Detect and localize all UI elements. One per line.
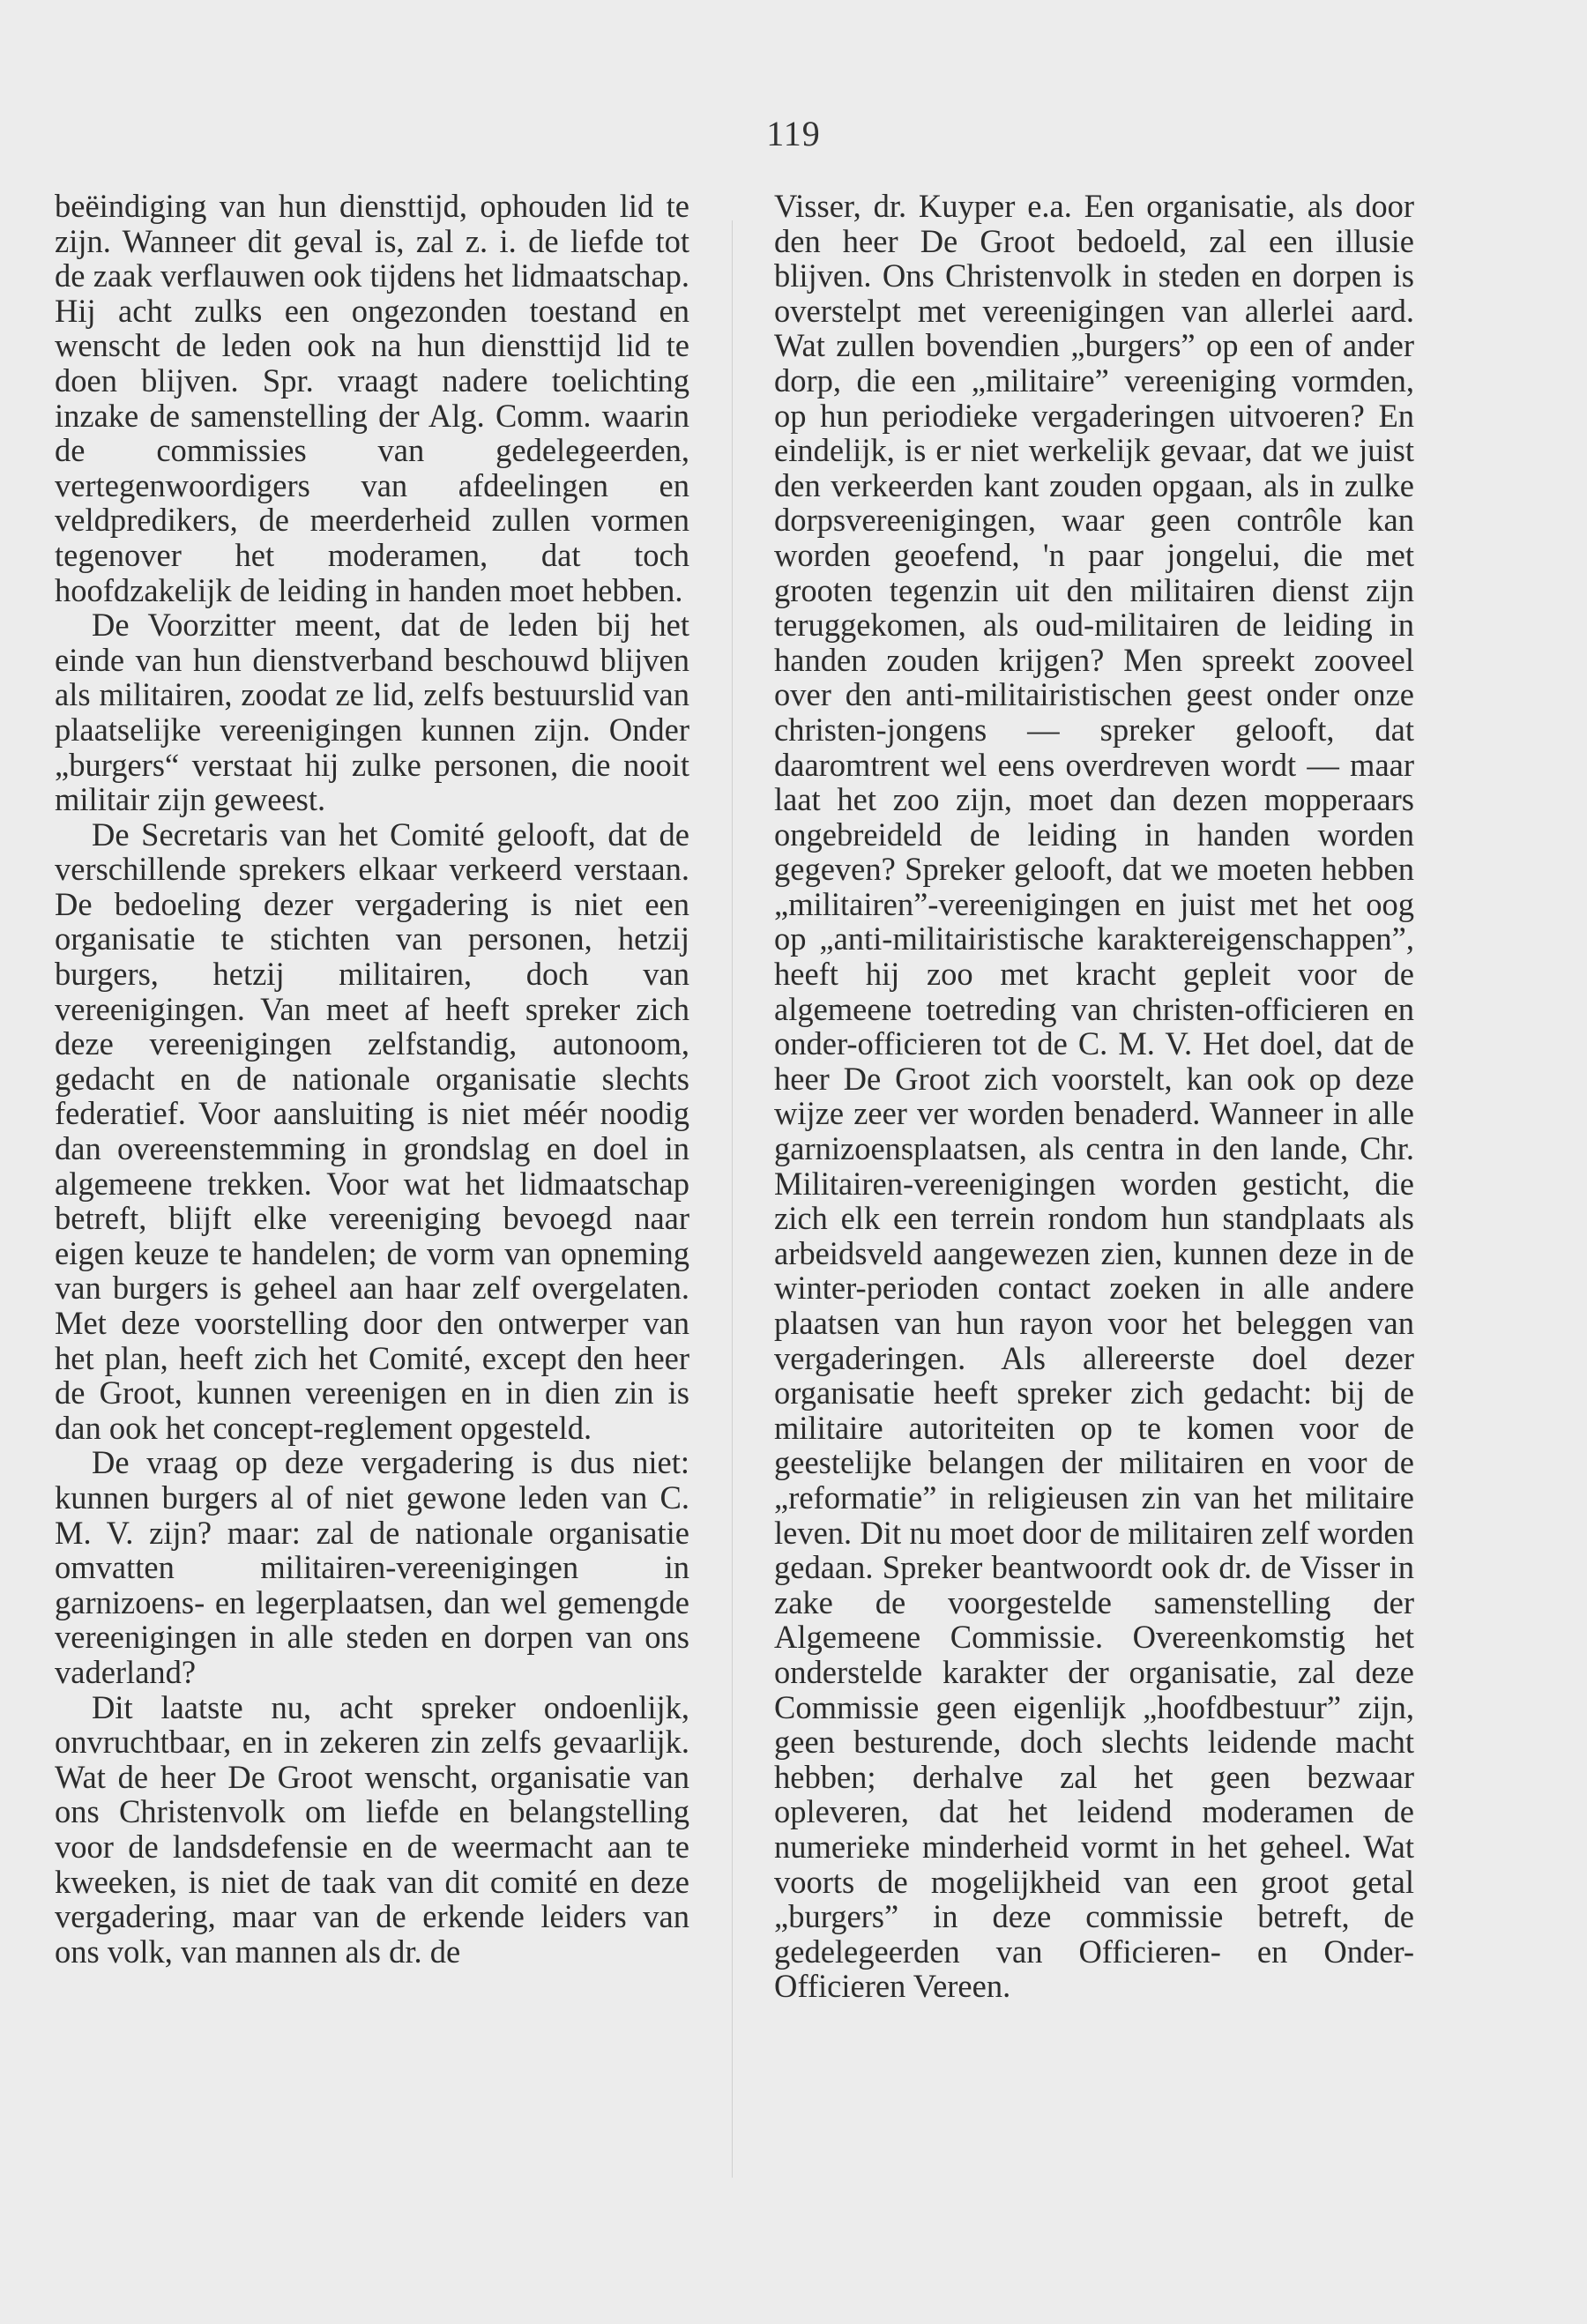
paragraph: beëindiging van hun diensttijd, ophouden lid te zijn. Wanneer dit geval is, zal z. i. de liefde tot de zaak verflauwen ook tijdens het lidmaatschap. Hij acht zulks een ongezonden toestand en wenscht de leden ook na hun diensttijd lid te doen blijven. Spr. vraagt nadere toelichting inzake de samenstelling der Alg. Comm. waarin de commissies van gedelegeerden, vertegenwoordigers van afdeelingen en veldpredikers, de meerderheid zullen vormen tegenover het moderamen, dat toch hoofdzakelijk de leiding in handen moet hebben.: [55, 188, 689, 608]
paragraph: De Voorzitter meent, dat de leden bij het einde van hun dienstverband beschouwd blijven als militairen, zoodat ze lid, zelfs bestuurslid van plaatselijke vereenigingen kunnen zijn. Onder „burgers“ verstaat hij zulke personen, die nooit militair zijn geweest.: [55, 607, 689, 818]
paragraph: De Secretaris van het Comité gelooft, dat de verschillende sprekers elkaar verkeerd verstaan. De bedoeling dezer vergadering is niet een organisatie te stichten van personen, hetzij burgers, hetzij militairen, doch van vereenigingen. Van meet af heeft spreker zich deze vereenigingen zelfstandig, autonoom, gedacht en de nationale organisatie slechts federatief. Voor aansluiting is niet méér noodig dan overeenstemming in grondslag en doel in algemeene trekken. Voor wat het lidmaatschap betreft, blijft elke vereeniging bevoegd naar eigen keuze te handelen; de vorm van opneming van burgers is geheel aan haar zelf overgelaten. Met deze voorstelling door den ontwerper van het plan, heeft zich het Comité, except den heer de Groot, kunnen vereenigen en in dien zin is dan ook het concept-reglement opgesteld.: [55, 816, 689, 1446]
page-number: 119: [766, 114, 821, 153]
right-column: [774, 189, 1414, 2004]
left-column: [55, 189, 689, 1969]
paragraph: De vraag op deze vergadering is dus niet: kunnen burgers al of niet gewone leden van C. M. V. zijn? maar: zal de nationale organisatie omvatten militairen-vereenigingen in garnizoens- en legerplaatsen, dan wel gemengde vereenigingen in alle steden en dorpen van ons vaderland?: [55, 1444, 689, 1690]
column-divider: [732, 220, 733, 2178]
paragraph: Dit laatste nu, acht spreker ondoenlijk, onvruchtbaar, en in zekeren zin zelfs gevaarlijk. Wat de heer De Groot wenscht, organisatie van ons Christenvolk om liefde en belangstelling voor de landsdefensie en de weermacht aan te kweeken, is niet de taak van dit comité en deze vergadering, maar van de erkende leiders van ons volk, van mannen als dr. de: [55, 1688, 689, 1970]
paragraph: Visser, dr. Kuyper e.a. Een organisatie, als door den heer De Groot bedoeld, zal een illusie blijven. Ons Christenvolk in steden en dorpen is overstelpt met vereenigingen van allerlei aard. Wat zullen bovendien „burgers” op een of ander dorp, die een „militaire” vereeniging vormden, op hun periodieke vergaderingen uitvoeren? En eindelijk, is er niet werkelijk gevaar, dat we juist den verkeerden kant zouden opgaan, als in zulke dorpsvereenigingen, waar geen contrôle kan worden geoefend, 'n paar jongelui, die met grooten tegenzin uit den militairen dienst zijn teruggekomen, als oud-militairen de leiding in handen zouden krijgen? Men spreekt zooveel over den anti-militairistischen geest onder onze christen-jongens — spreker gelooft, dat daaromtrent wel eens overdreven wordt — maar laat het zoo zijn, moet dan dezen mopperaars ongebreideld de leiding in handen worden gegeven? Spreker gelooft, dat we moeten hebben „militairen”-vereenigingen en juist met het oog op „anti-militairistische karaktereigenschappen”, heeft hij zoo met kracht gepleit voor de algemeene toetreding van christen-officieren en onder-officieren tot de C. M. V. Het doel, dat de heer De Groot zich voorstelt, kan ook op deze wijze zeer ver worden benaderd. Wanneer in alle garnizoensplaatsen, als centra in den lande, Chr. Militairen-vereenigingen worden gesticht, die zich elk een terrein rondom hun standplaats als arbeidsveld aangewezen zien, kunnen deze in de winter-perioden contact zoeken in alle andere plaatsen van hun rayon voor het beleggen van vergaderingen. Als allereerste doel dezer organisatie heeft spreker zich gedacht: bij de militaire autoriteiten op te komen voor de geestelijke belangen der militairen en voor de „reformatie” in religieusen zin van het militaire leven. Dit nu moet door de militairen zelf worden gedaan. Spreker beantwoordt ook dr. de Visser in zake de voorgestelde samenstelling der Algemeene Commissie. Overeenkomstig het onderstelde karakter der organisatie, zal deze Commissie geen eigenlijk „hoofdbestuur” zijn, geen besturende, doch slechts leidende macht hebben; derhalve zal het geen bezwaar opleveren, dat het leidend moderamen de numerieke minderheid vormt in het geheel. Wat voorts de mogelijkheid van een groot getal „burgers” in deze commissie betreft, de gedelegeerden van Officieren- en Onder-Officieren Vereen.: [774, 188, 1414, 2005]
